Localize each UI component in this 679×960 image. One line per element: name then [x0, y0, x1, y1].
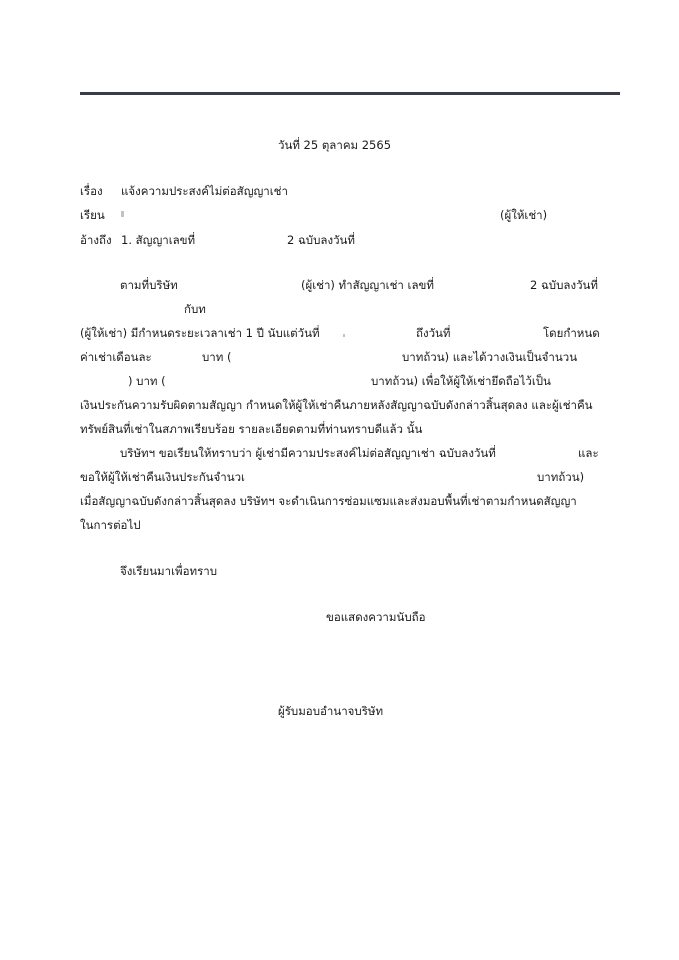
p1-line1-c: 2 ฉบับลงวันที่ — [530, 278, 598, 292]
p1-line5-a: ) บาท ( — [128, 374, 166, 388]
p1-line4-a: ค่าเช่าเดือนละ — [80, 350, 152, 364]
signatory-line: ผู้รับมอบอำนาจบริษัท — [278, 704, 384, 718]
p2-line3: เมื่อสัญญาฉบับดังกล่าวสิ้นสุดลง บริษัทฯ จะดำเนินการซ่อมแซมและส่งมอบพื้นที่เช่าตามกำหนดสัญญา — [80, 494, 577, 508]
to-suffix: (ผู้ให้เช่า) — [500, 208, 548, 222]
header-rule — [80, 92, 620, 95]
p1-line4-b: บาท ( — [202, 350, 232, 364]
p2-line2-b: บาทถ้วน) — [537, 470, 585, 484]
p1-line3-c: โดยกำหนด — [543, 326, 600, 340]
p2-line2-a: ขอให้ผู้ให้เช่าคืนเงินประกันจำนวเ — [80, 470, 245, 484]
p2-line4: ในการต่อไป — [80, 518, 141, 532]
p1-line3-b: ถึงวันที่ — [416, 326, 451, 340]
redaction-mark — [121, 211, 124, 217]
p1-line6: เงินประกันความรับผิดตามสัญญา กำหนดให้ผู้ให้เช่าคืนภายหลังสัญญาฉบับดังกล่าวสิ้นสุดลง และผู้เช่าคืน — [80, 398, 593, 412]
p2-line1-b: และ — [578, 446, 599, 460]
subject-label: เรื่อง — [80, 184, 103, 198]
redaction-mark — [343, 334, 345, 337]
reference-label: อ้างถึง — [80, 233, 112, 247]
p1-line1-a: ตามที่บริษัท — [120, 278, 178, 292]
subject-text: แจ้งความประสงค์ไม่ต่อสัญญาเช่า — [121, 184, 288, 198]
p1-line3-a: (ผู้ให้เช่า) มีกำหนดระยะเวลาเช่า 1 ปี นับแต่วันที่ — [80, 326, 320, 340]
p1-line2: กับท — [184, 302, 206, 316]
to-label: เรียน — [80, 208, 105, 222]
p1-line7: ทรัพย์สินที่เช่าในสภาพเรียบร้อย รายละเอียดตามที่ท่านทราบดีแล้ว นั้น — [80, 422, 423, 436]
p1-line5-b: บาทถ้วน) เพื่อให้ผู้ให้เช่ายึดถือไว้เป็น — [371, 374, 551, 388]
p1-line4-c: บาทถ้วน) และได้วางเงินเป็นจำนวน — [402, 350, 578, 364]
p2-line1-a: บริษัทฯ ขอเรียนให้ทราบว่า ผู้เช่ามีความประสงค์ไม่ต่อสัญญาเช่า ฉบับลงวันที่ — [120, 446, 496, 460]
reference-date: 2 ฉบับลงวันที่ — [287, 233, 355, 247]
letter-date: วันที่ 25 ตุลาคม 2565 — [278, 138, 392, 152]
p1-line1-b: (ผู้เช่า) ทำสัญญาเช่า เลขที่ — [301, 278, 434, 292]
regards-line: ขอแสดงความนับถือ — [326, 610, 426, 624]
closing-line: จึงเรียนมาเพื่อทราบ — [120, 564, 218, 578]
reference-item: 1. สัญญาเลขที่ — [121, 233, 196, 247]
